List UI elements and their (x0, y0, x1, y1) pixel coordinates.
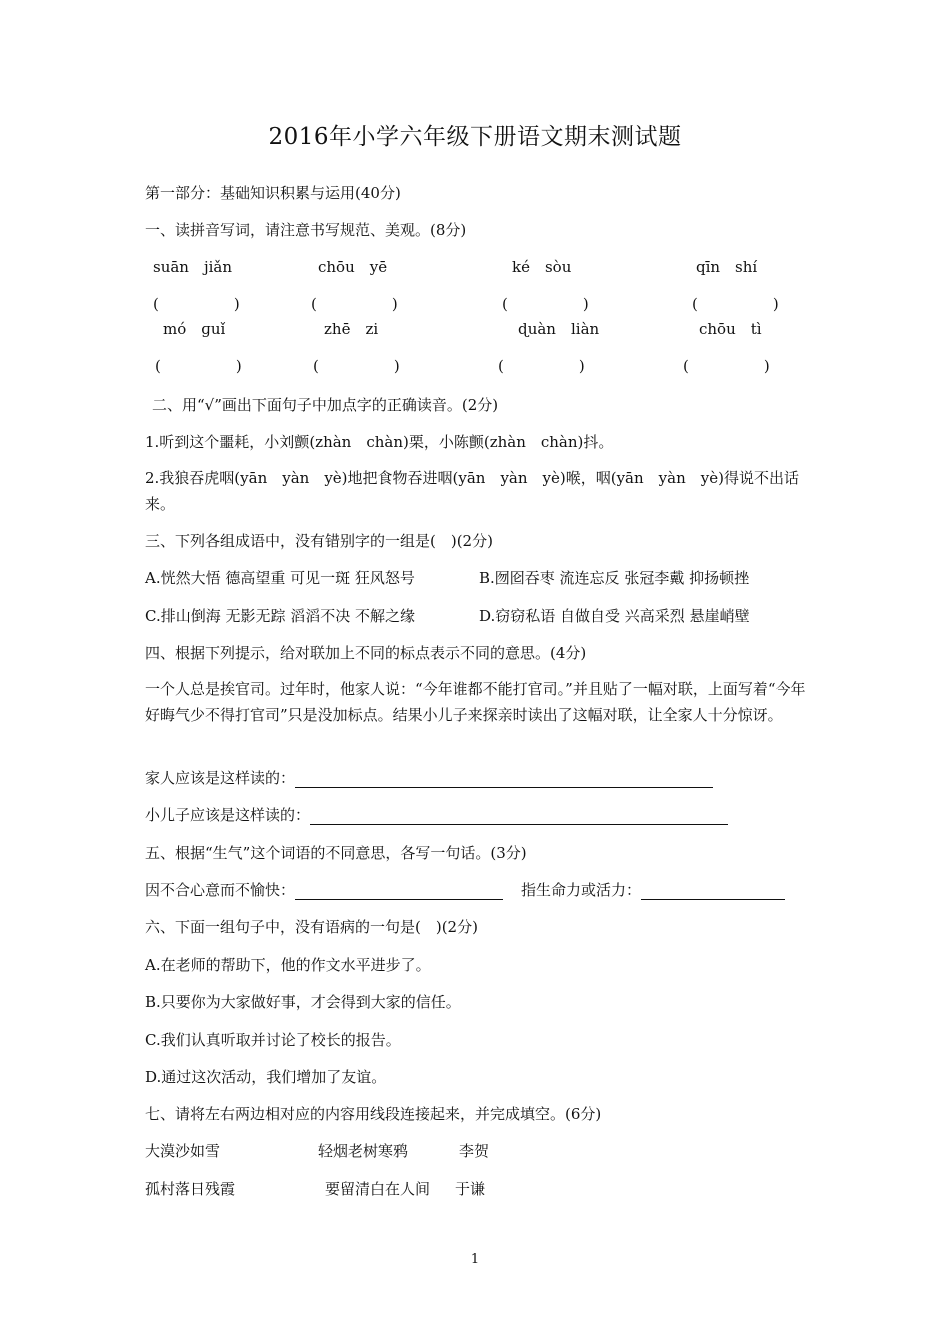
answer-paren[interactable]: ( ) (502, 295, 589, 313)
q3-heading: 三、下列各组成语中，没有错别字的一组是( )(2分) (145, 532, 493, 550)
page-title: 2016年小学六年级下册语文期末测试题 (268, 124, 682, 150)
q3-option-c: C.排山倒海 无影无踪 滔滔不决 不解之缘 (145, 607, 416, 625)
q6-heading: 六、下面一组句子中，没有语病的一句是( )(2分) (145, 918, 478, 936)
q4-passage: 一个人总是挨官司。过年时，他家人说：“今年谁都不能打官司。”并且贴了一幅对联，上面写着“今年好晦气少不得打官司”只是没加标点。结果小儿子来探亲时读出了这幅对联，让全家人十分惊讶。 (145, 680, 806, 724)
q2-heading: 二、用“√”画出下面句子中加点字的正确读音。(2分) (152, 396, 499, 414)
q7-middle-item: 要留清白在人间 (325, 1180, 431, 1198)
q3-option-b: B.囫囵吞枣 流连忘反 张冠李戴 抑扬顿挫 (479, 569, 750, 587)
pinyin-item: suān jiǎn (153, 258, 233, 276)
q5-heading: 五、根据“生气”这个词语的不同意思，各写一句话。(3分) (145, 844, 527, 862)
q2-sentence-1: 1.听到这个噩耗，小刘颤(zhàn chàn)栗，小陈颤(zhàn chàn)抖。 (145, 433, 614, 451)
q6-option-a: A.在老师的帮助下，他的作文水平进步了。 (145, 956, 431, 974)
answer-paren[interactable]: ( ) (153, 295, 240, 313)
q5-meaning-2: 指生命力或活力： (521, 881, 642, 899)
q7-left-item: 大漠沙如雪 (145, 1142, 221, 1160)
q5-meaning-1: 因不合心意而不愉快： (145, 881, 296, 899)
answer-paren[interactable]: ( ) (313, 357, 400, 375)
q7-left-item: 孤村落日残霞 (145, 1180, 236, 1198)
part1-heading: 第一部分：基础知识积累与运用(40分) (145, 184, 401, 202)
answer-blank[interactable] (295, 881, 503, 900)
q3-option-d: D.窃窃私语 自做自受 兴高采烈 悬崖峭壁 (479, 607, 750, 625)
pinyin-item: mó ɡuǐ (163, 320, 226, 338)
pinyin-item: ɖuàn liàn (518, 320, 600, 338)
q1-heading: 一、读拼音写词，请注意书写规范、美观。(8分) (145, 221, 467, 239)
q3-option-a: A.恍然大悟 德高望重 可见一斑 狂风怒号 (145, 569, 415, 587)
page-number: 1 (470, 1252, 480, 1267)
q7-middle-item: 轻烟老树寒鸦 (318, 1142, 409, 1160)
q4-son-line (145, 804, 728, 825)
q7-heading: 七、请将左右两边相对应的内容用线段连接起来，并完成填空。(6分) (145, 1105, 602, 1123)
answer-paren[interactable]: ( ) (311, 295, 398, 313)
q6-option-d: D.通过这次活动，我们增加了友谊。 (145, 1068, 387, 1086)
pinyin-item: chōu yē (318, 258, 388, 276)
answer-blank[interactable] (295, 769, 713, 788)
q4-heading: 四、根据下列提示，给对联加上不同的标点表示不同的意思。(4分) (145, 644, 587, 662)
pinyin-item: chōu tì (699, 320, 762, 338)
answer-paren[interactable]: ( ) (498, 357, 585, 375)
pinyin-item: zhē zi (324, 320, 379, 338)
q6-option-c: C.我们认真听取并讨论了校长的报告。 (145, 1031, 401, 1049)
answer-paren[interactable]: ( ) (692, 295, 779, 313)
q7-right-item: 李贺 (459, 1142, 490, 1160)
q4-family-label: 家人应该是这样读的： (145, 769, 296, 787)
answer-blank[interactable] (641, 881, 785, 900)
q4-son-label: 小儿子应该是这样读的： (145, 806, 311, 824)
q7-right-item: 于谦 (455, 1180, 486, 1198)
answer-blank[interactable] (310, 806, 728, 825)
pinyin-item: ké sòu (512, 258, 572, 276)
q5-meanings-line (145, 879, 785, 900)
q2-sentence-2: 2.我狼吞虎咽(yān yàn yè)地把食物吞进咽(yān yàn yè)喉，咽(yān yàn yè)得说不出话来。 (145, 469, 799, 513)
pinyin-item: qīn shí (696, 258, 758, 276)
answer-paren[interactable]: ( ) (155, 357, 242, 375)
answer-paren[interactable]: ( ) (683, 357, 770, 375)
q6-option-b: B.只要你为大家做好事，才会得到大家的信任。 (145, 993, 461, 1011)
q4-family-line (145, 767, 713, 788)
